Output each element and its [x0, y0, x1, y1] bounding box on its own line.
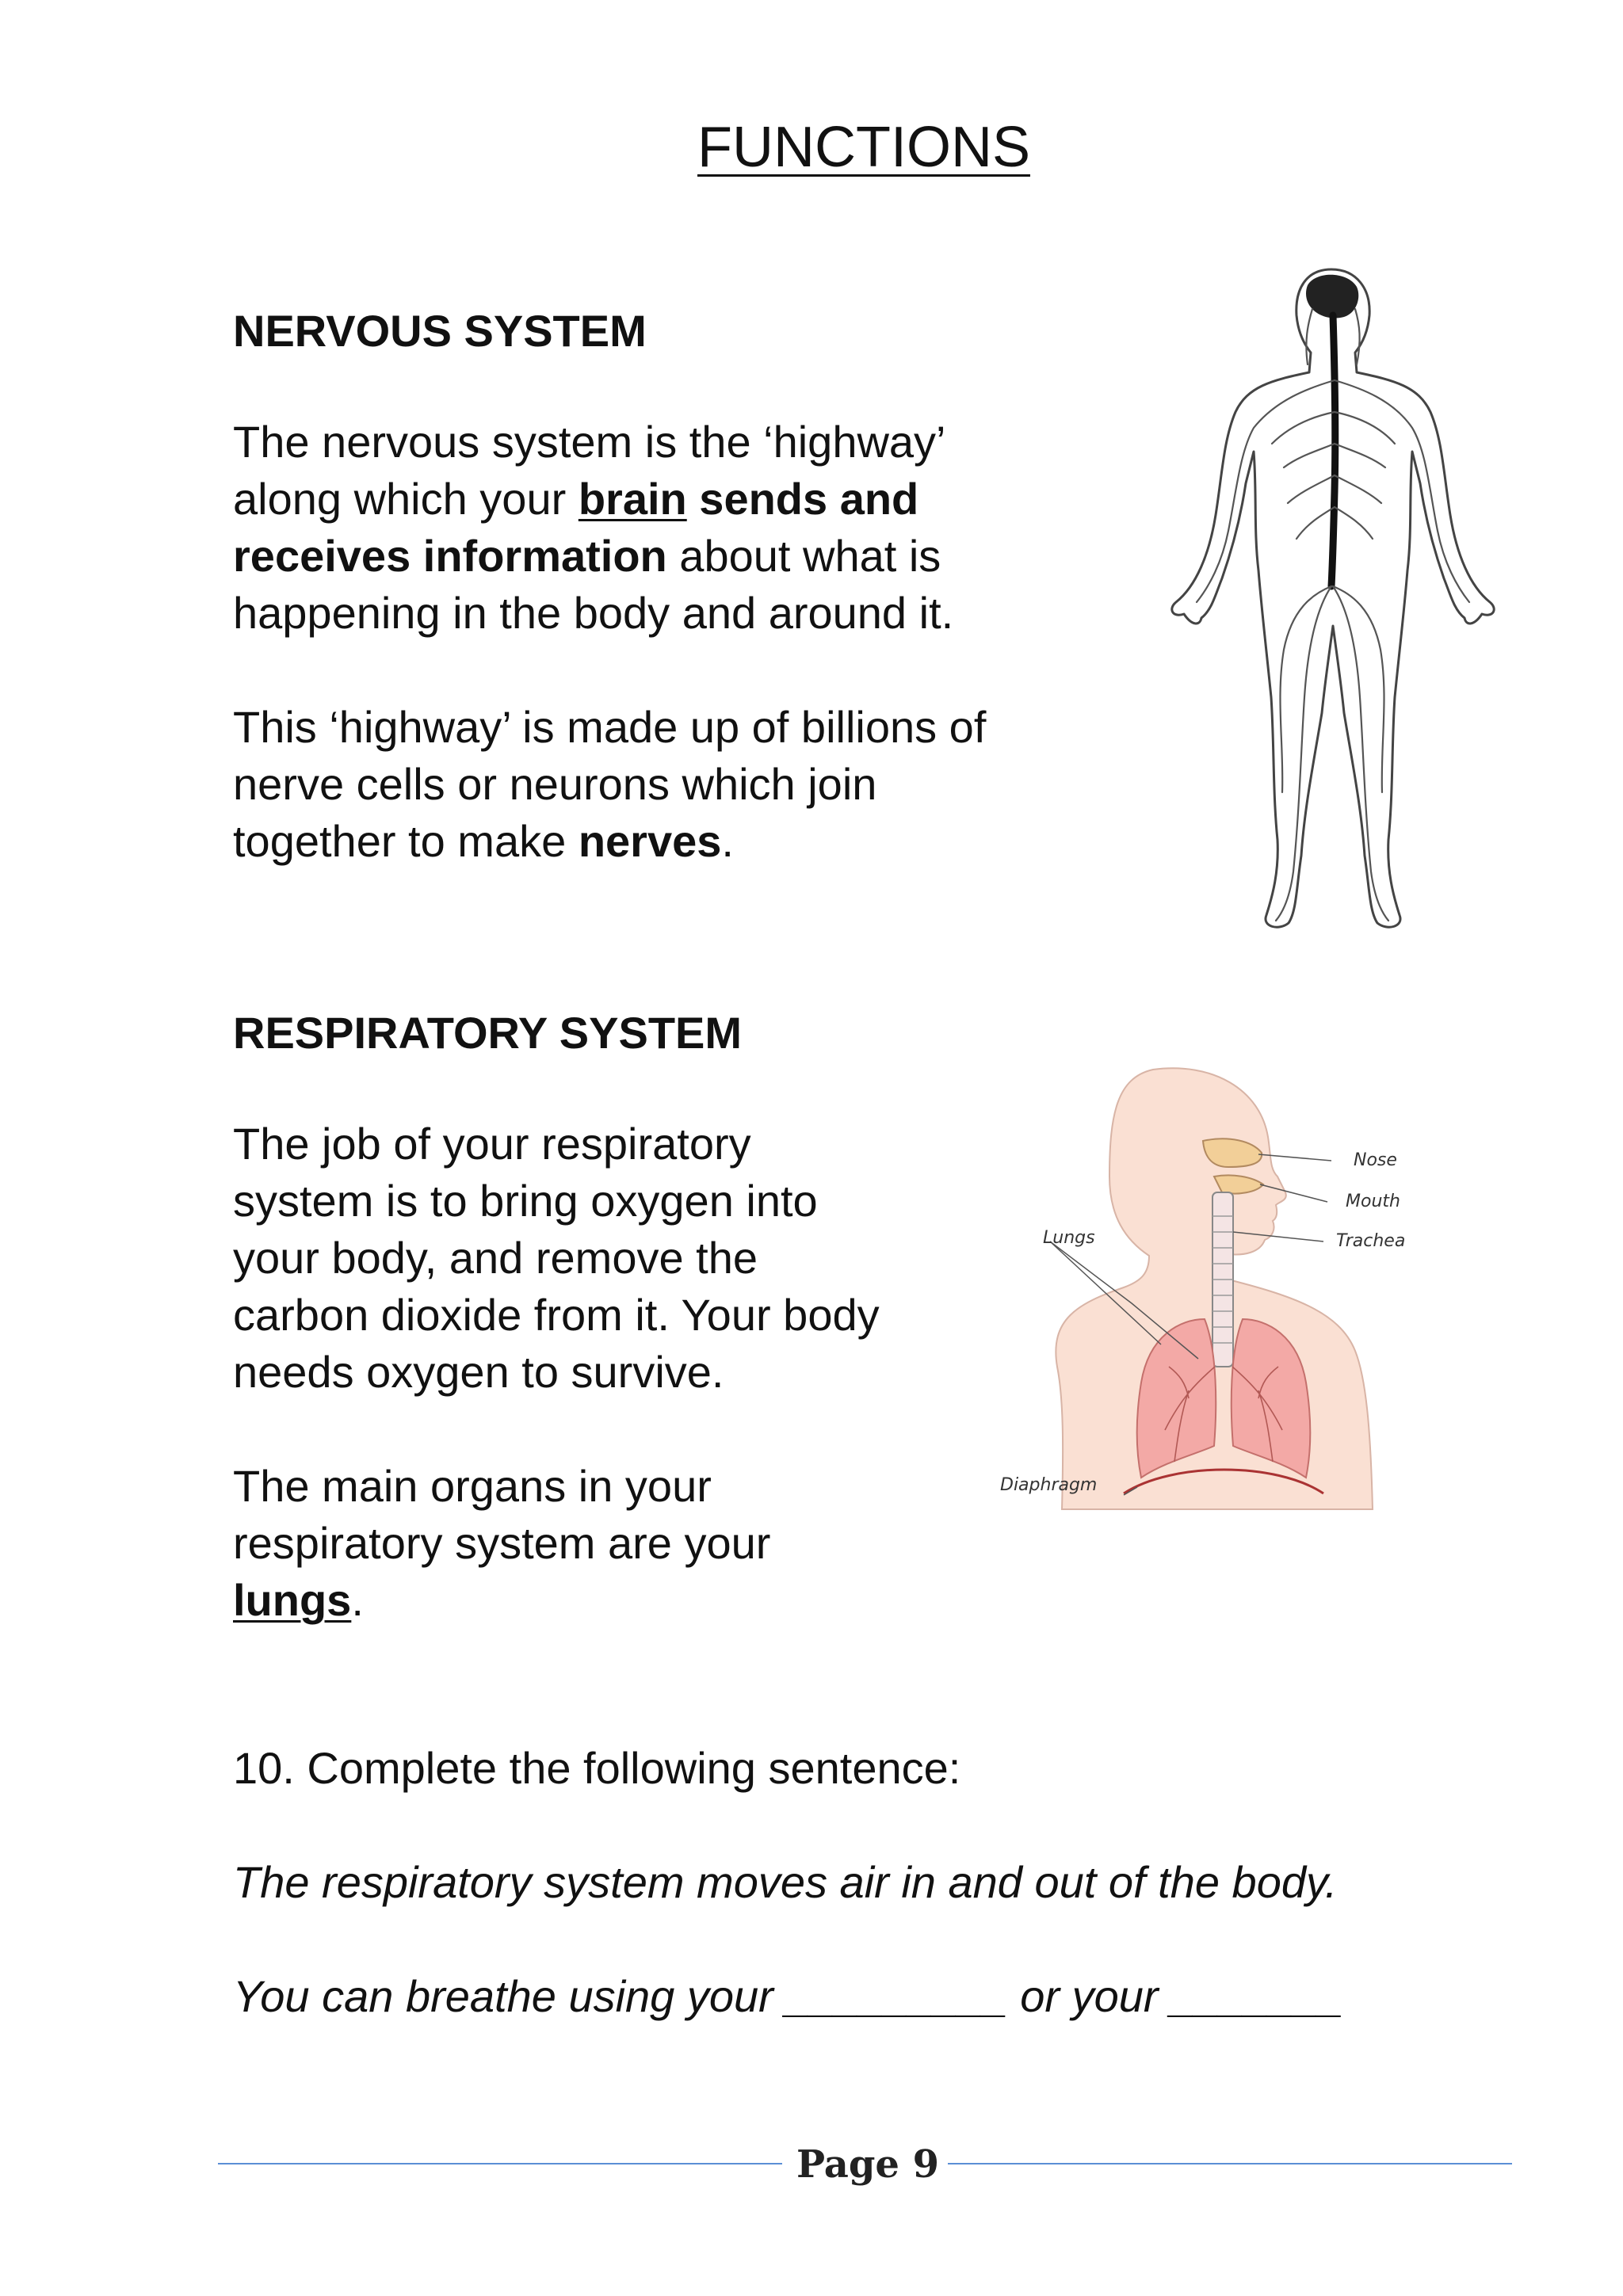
nervous-p1-line-4: happening in the body and around it. [233, 588, 954, 638]
question-prompt: 10. Complete the following sentence: [233, 1743, 961, 1793]
label-mouth: Mouth [1346, 1192, 1400, 1211]
spinal-cord [1331, 315, 1335, 586]
resp-p2-line-2: respiratory system are your [233, 1518, 771, 1568]
resp-p1-line-5: needs oxygen to survive. [233, 1347, 724, 1397]
respiratory-system-heading: RESPIRATORY SYSTEM [233, 1008, 743, 1058]
lungs-term: lungs [233, 1575, 352, 1625]
nervous-p2-line-1: This ‘highway’ is made up of billions of [233, 702, 987, 752]
brain-term: brain [578, 474, 687, 524]
footer-rule-left [218, 2163, 782, 2164]
nervous-p1-line-1: The nervous system is the ‘highway’ [233, 417, 946, 467]
nervous-p1-line-2: along which your brain sends and [233, 474, 919, 524]
nervous-paragraph-2 [233, 699, 986, 870]
brain-shape [1306, 275, 1358, 318]
label-diaphragm: Diaphragm [1000, 1475, 1098, 1495]
resp-p1-line-1: The job of your respiratory [233, 1119, 751, 1169]
resp-p2-line-1: The main organs in your [233, 1461, 712, 1511]
question-statement: The respiratory system moves air in and out of the body. [233, 1857, 1338, 1907]
label-trachea: Trachea [1336, 1231, 1406, 1251]
nervous-system-heading: NERVOUS SYSTEM [233, 306, 647, 356]
respiratory-paragraph-1 [233, 1116, 880, 1401]
nervous-paragraph-1 [233, 414, 953, 642]
page-number: Page 9 [796, 2142, 940, 2187]
nervous-p2-line-2: nerve cells or neurons which join [233, 759, 877, 809]
receives-information-term: receives information [233, 531, 667, 581]
label-lungs: Lungs [1043, 1228, 1095, 1248]
footer-rule-right [948, 2163, 1512, 2164]
resp-p2-line-3: lungs. [233, 1575, 364, 1625]
label-nose: Nose [1354, 1150, 1397, 1170]
respiratory-system-illustration [991, 1066, 1466, 1525]
nervous-p2-line-3: together to make nerves. [233, 816, 734, 866]
nervous-system-illustration [1157, 254, 1506, 951]
respiratory-paragraph-2 [233, 1458, 770, 1629]
fill-in-sentence: You can breathe using your _________ or your _______ [233, 1971, 1344, 2021]
resp-p1-line-4: carbon dioxide from it. Your body [233, 1290, 880, 1340]
resp-p1-line-2: system is to bring oxygen into [233, 1176, 818, 1226]
resp-p1-line-3: your body, and remove the [233, 1233, 758, 1283]
page-title: FUNCTIONS [697, 116, 1030, 179]
nerves-term: nerves [578, 816, 722, 866]
nervous-p1-line-3: receives information about what is [233, 531, 941, 581]
